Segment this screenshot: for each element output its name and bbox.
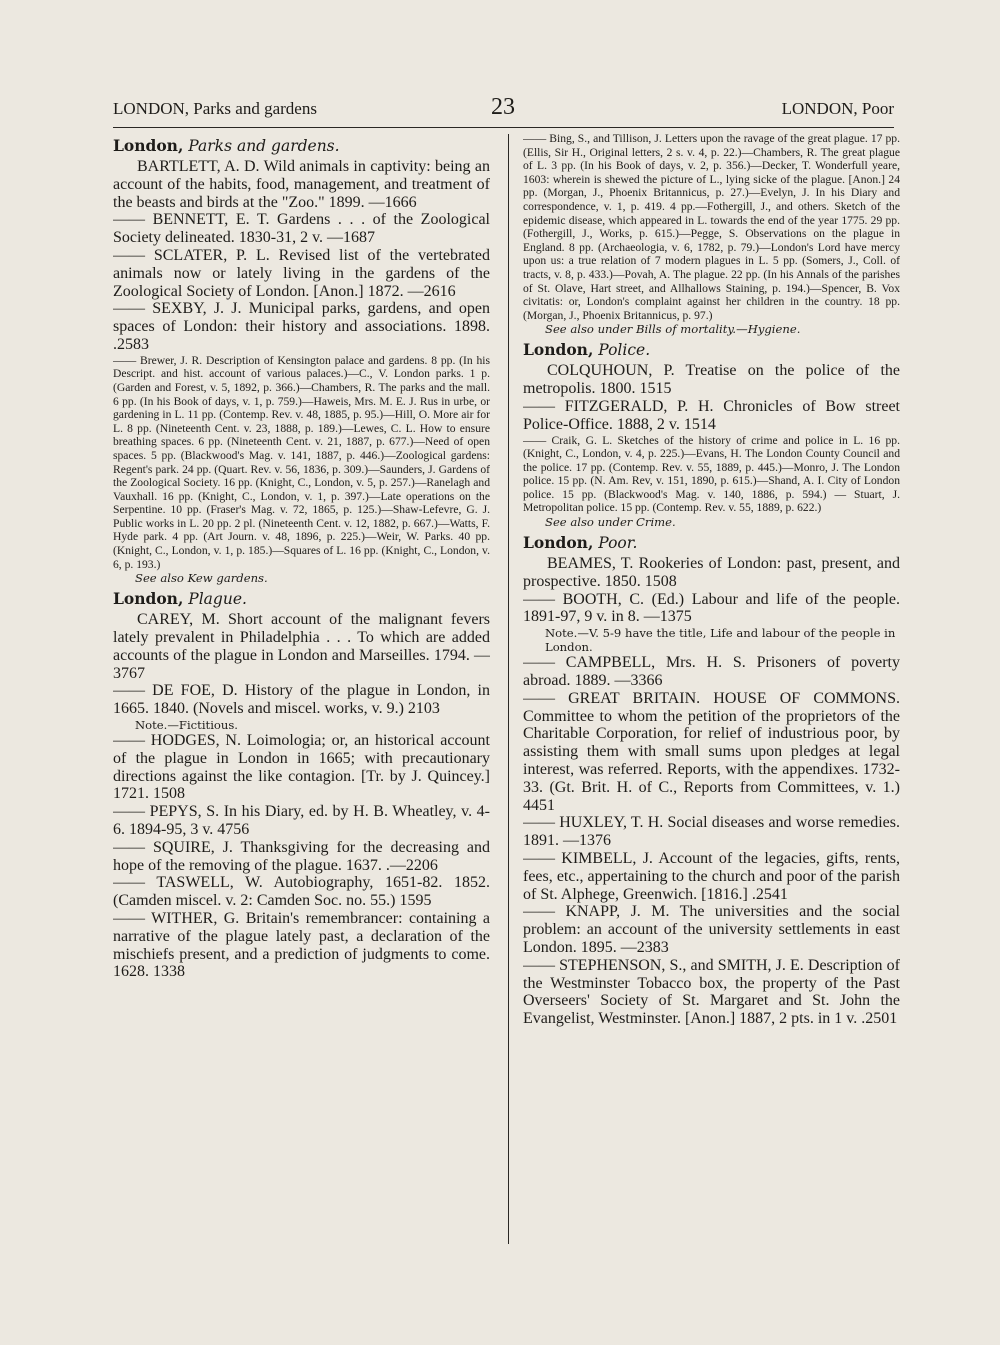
catalog-entry: BARTLETT, A. D. Wild animals in captivity: being an account of the habits, food, management, and treatment of the beasts and birds at the "Zoo." 1899. —1666 bbox=[113, 158, 490, 211]
catalog-entry: —— BOOTH, C. (Ed.) Labour and life of the people. 1891-97, 9 v. in 8. —1375 bbox=[523, 590, 900, 626]
page-number: 23 bbox=[491, 94, 515, 120]
catalog-entry: —— HODGES, N. Loimologia; or, an historical account of the plague in London in 1665; with precautionary directions against the like contagion. [Tr. by J. Quincey.] 1721. 1508 bbox=[113, 732, 490, 803]
catalog-entry: —— STEPHENSON, S., and SMITH, J. E. Description of the Westminster Tobacco box, the property of the Past Overseers' Society of St. Margaret and St. John the Evangelist, Westminster. [Anon.] 1887, 2 pts. in 1 v. .2501 bbox=[523, 956, 900, 1028]
article-references: —— Craik, G. L. Sketches of the history of crime and police in L. 16 pp. (Knight, C., London, v. 4, p. 225.)—Evans, H. The London County Council and the police. 17 pp. (Contemp. Rev. v. 55, 1889, p. 445.)—Monro, J. The London police. 15 pp. (N. Am. Rev, v. 151, 1890, p. 615.)—Shand, A. I. City of London police. 15 pp. (Blackwood's Mag. v. 140, 1886, p. 594.) — Stuart, J. Metropolitan police. 15 pp. (Contemp. Rev. v. 55, 1889, p. 622.) bbox=[523, 433, 900, 515]
running-head-right: LONDON, Poor bbox=[781, 99, 894, 118]
see-also-note: See also under Bills of mortality.—Hygiene. bbox=[545, 322, 801, 337]
catalog-entry: —— SCLATER, P. L. Revised list of the vertebrated animals now or lately living in the gardens of the Zoological Society of London. [Anon.] 1872. —2616 bbox=[113, 246, 490, 300]
catalog-entry: —— PEPYS, S. In his Diary, ed. by H. B. Wheatley, v. 4-6. 1894-95, 3 v. 4756 bbox=[113, 803, 490, 839]
catalog-entry: —— CAMPBELL, Mrs. H. S. Prisoners of poverty abroad. 1889. —3366 bbox=[523, 654, 900, 690]
catalog-entry: —— BENNETT, E. T. Gardens . . . of the Zoological Society delineated. 1830-31, 2 v. —1687 bbox=[113, 211, 490, 247]
catalog-entry: CAREY, M. Short account of the malignant fevers lately prevalent in Philadelphia . . . To which are added accounts of the plague in London and Marseilles. 1794. —3767 bbox=[113, 611, 490, 682]
section-heading-parks: London, Parks and gardens. bbox=[113, 136, 340, 155]
catalog-entry: COLQUHOUN, P. Treatise on the police of the metropolis. 1800. 1515 bbox=[523, 362, 900, 398]
running-head-left: LONDON, Parks and gardens bbox=[113, 99, 317, 118]
section-heading-plague: London, Plague. bbox=[113, 589, 247, 609]
catalog-entry: —— FITZGERALD, P. H. Chronicles of Bow street Police-Office. 1888, 2 v. 1514 bbox=[523, 397, 900, 433]
right-column bbox=[523, 132, 900, 1252]
left-column bbox=[113, 132, 490, 1252]
catalog-entry: —— SEXBY, J. J. Municipal parks, gardens, and open spaces of London: their history and associations. 1898. .2583 bbox=[113, 300, 490, 353]
article-references: —— Bing, S., and Tillison, J. Letters upon the ravage of the great plague. 17 pp. (Ellis, Sir H., Original letters, 2 s. v. 4, p. 22.)—Chambers, R. The great plague of L. 3 pp. (In his Book of days, v. 2, p. 356.)—Decker, T. Wonderfull yeare, 1603: wherein is shewed the picture of L., lying sicke of the plague. [Anon.] 24 pp. (Morgan, J., Phoenix Britannicus, p. 27.)—Evelyn, J. In his Diary and correspondence, v. 1, p. 419. 4 pp.—Fothergill, J., and others. Sketch of the epidemic disease, which appeared in L. towards the end of the year 1775. 29 pp. (Fothergill, J., Works, p. 615.)—Pegge, S. Observations on the plague in England. 8 pp. (Archaeologia, v. 6, 1782, p. 79.)—London's Lord have mercy upon us: a true relation of 7 modern plagues in L. 5 pp. (Somers, J., Coll. of tracts, v. 8, p. 433.)—Povah, A. The plague. 22 pp. (In his Annals of the parishes of St. Olave, Hart street, and Allhallows Staining, p. 194.)—Spencer, B. Vox civitatis: or, London's complaint against her children in the country. 18 pp. (Morgan, J., Phoenix Britannicus, p. 97.) bbox=[523, 132, 900, 322]
catalog-entry: BEAMES, T. Rookeries of London: past, present, and prospective. 1850. 1508 bbox=[523, 555, 900, 590]
running-head bbox=[113, 94, 894, 123]
column-divider bbox=[508, 134, 509, 1244]
catalog-entry: —— DE FOE, D. History of the plague in London, in 1665. 1840. (Novels and miscel. works, v. 9.) 2103 bbox=[113, 682, 490, 718]
see-also-note: See also Kew gardens. bbox=[135, 571, 268, 586]
section-heading-poor: London, Poor. bbox=[523, 533, 638, 553]
entry-note: Note.—Fictitious. bbox=[135, 718, 238, 733]
section-heading-police: London, Police. bbox=[523, 340, 651, 360]
catalog-entry: —— SQUIRE, J. Thanksgiving for the decreasing and hope of the removing of the plague. 1637. .—2206 bbox=[113, 838, 490, 874]
header-rule bbox=[113, 127, 894, 128]
catalog-entry: —— TASWELL, W. Autobiography, 1651-82. 1852. (Camden miscel. v. 2: Camden Soc. no. 55.) 1595 bbox=[113, 874, 490, 910]
entry-note: Note.—V. 5-9 have the title, Life and labour of the people in London. bbox=[545, 626, 896, 655]
article-references: —— Brewer, J. R. Description of Kensington palace and gardens. 8 pp. (In his Descript. and hist. account of various palaces.)—C., V. London parks. 1 p. (Garden and Forest, v. 5, 1892, p. 366.)—Chambers, R. The parks and the mall. 6 pp. (In his Book of days, v. 1, p. 759.)—Haweis, Mrs. M. E. J. Rus in urbe, or gardening in L. 11 pp. (Contemp. Rev. v. 48, 1885, p. 95.)—Hill, O. More air for L. 8 pp. (Nineteenth Cent. v. 23, 1888, p. 189.)—Lewes, C. L. How to ensure breathing spaces. 6 pp. (Nineteenth Cent. v. 21, 1887, p. 677.)—Need of open spaces. 5 pp. (Blackwood's Mag. v. 141, 1887, p. 446.)—Zoological gardens: Regent's park. 24 pp. (Quart. Rev. v. 56, 1836, p. 309.)—Saunders, J. Gardens of the Zoological Society. 16 pp. (Knight, C., London, v. 5, p. 257.)—Ranelagh and Vauxhall. 16 pp. (Knight, C., London, v. 1, p. 397.)—Late operations on the Serpentine. 10 pp. (Fraser's Mag. v. 72, 1865, p. 125.)—Shaw-Lefevre, G. J. Public works in L. 20 pp. 2 pl. (Nineteenth Cent. v. 12, 1882, p. 667.)—Watts, F. Hyde park. 4 pp. (Art Journ. v. 48, 1896, p. 225.)—Weir, W. Parks. 40 pp. (Knight, C., London, v. 1, p. 185.)—Squares of L. 16 pp. (Knight, C., London, v. 6, p. 193.) bbox=[113, 353, 490, 571]
catalog-entry: —— KIMBELL, J. Account of the legacies, gifts, rents, fees, etc., appertaining to the church and poor of the parish of St. Alphege, Greenwich. [1816.] .2541 bbox=[523, 850, 900, 903]
catalog-entry: —— WITHER, G. Britain's remembrancer: containing a narrative of the plague lately past, a declaration of the mischiefs present, and a prediction of judgments to come. 1628. 1338 bbox=[113, 910, 490, 981]
catalog-entry: —— GREAT BRITAIN. HOUSE OF COMMONS. Committee to whom the petition of the proprietors of the Charitable Corporation, for relief of industrious poor, by assisting them with small sums upon pledges at legal interest, was referred. Reports, with the appendixes. 1732-33. (Gt. Brit. H. of C., Reports from Committees, v. 1.) 4451 bbox=[523, 689, 900, 814]
catalog-entry: —— HUXLEY, T. H. Social diseases and worse remedies. 1891. —1376 bbox=[523, 814, 900, 850]
see-also-note: See also under Crime. bbox=[545, 515, 676, 530]
catalog-entry: —— KNAPP, J. M. The universities and the social problem: an account of the university settlements in east London. 1895. —2383 bbox=[523, 903, 900, 956]
